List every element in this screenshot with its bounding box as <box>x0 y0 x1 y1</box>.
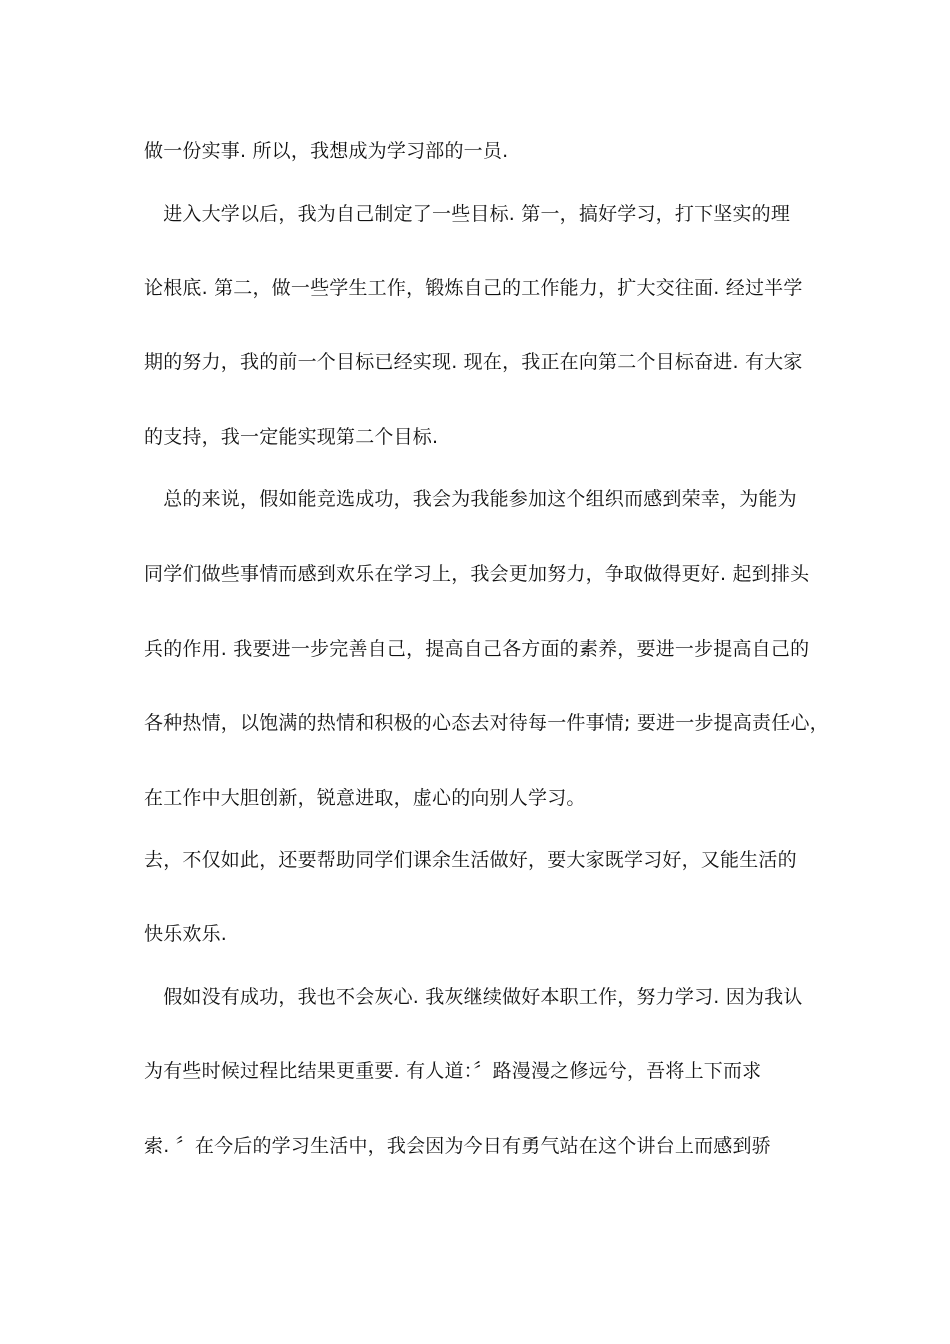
text-line: 期的努力，我的前一个目标已经实现. 现在，我正在向第二个目标奋进. 有大家 <box>144 351 803 373</box>
text-line: 假如没有成功，我也不会灰心. 我灰继续做好本职工作，努力学习. 因为我认 <box>144 986 803 1008</box>
text-line: 总的来说，假如能竞选成功，我会为我能参加这个组织而感到荣幸，为能为 <box>144 488 797 510</box>
text-line: 论根底. 第二，做一些学生工作，锻炼自己的工作能力，扩大交往面. 经过半学 <box>144 277 803 299</box>
text-line: 进入大学以后，我为自己制定了一些目标. 第一，搞好学习，打下坚实的理 <box>144 203 791 225</box>
text-line: 做一份实事. 所以，我想成为学习部的一员. <box>144 140 509 162</box>
text-line: 各种热情，以饱满的热情和积极的心态去对待每一件事情; 要进一步提高责任心， <box>144 712 829 734</box>
text-line: 快乐欢乐. <box>144 923 228 945</box>
text-line: 的支持，我一定能实现第二个目标. <box>144 426 439 448</box>
text-line: 同学们做些事情而感到欢乐在学习上，我会更加努力，争取做得更好. 起到排头 <box>144 563 810 585</box>
text-line: 在工作中大胆创新，锐意进取，虚心的向别人学习。 <box>144 787 586 809</box>
text-line: 索. 〞在今后的学习生活中，我会因为今日有勇气站在这个讲台上而感到骄 <box>144 1135 771 1157</box>
text-line: 兵的作用. 我要进一步完善自己，提高自己各方面的素养，要进一步提高自己的 <box>144 638 810 660</box>
text-line: 为有些时候过程比结果更重要. 有人道：〞路漫漫之修远兮，吾将上下而求 <box>144 1060 762 1082</box>
text-line: 去，不仅如此，还要帮助同学们课余生活做好，要大家既学习好，又能生活的 <box>144 849 797 871</box>
